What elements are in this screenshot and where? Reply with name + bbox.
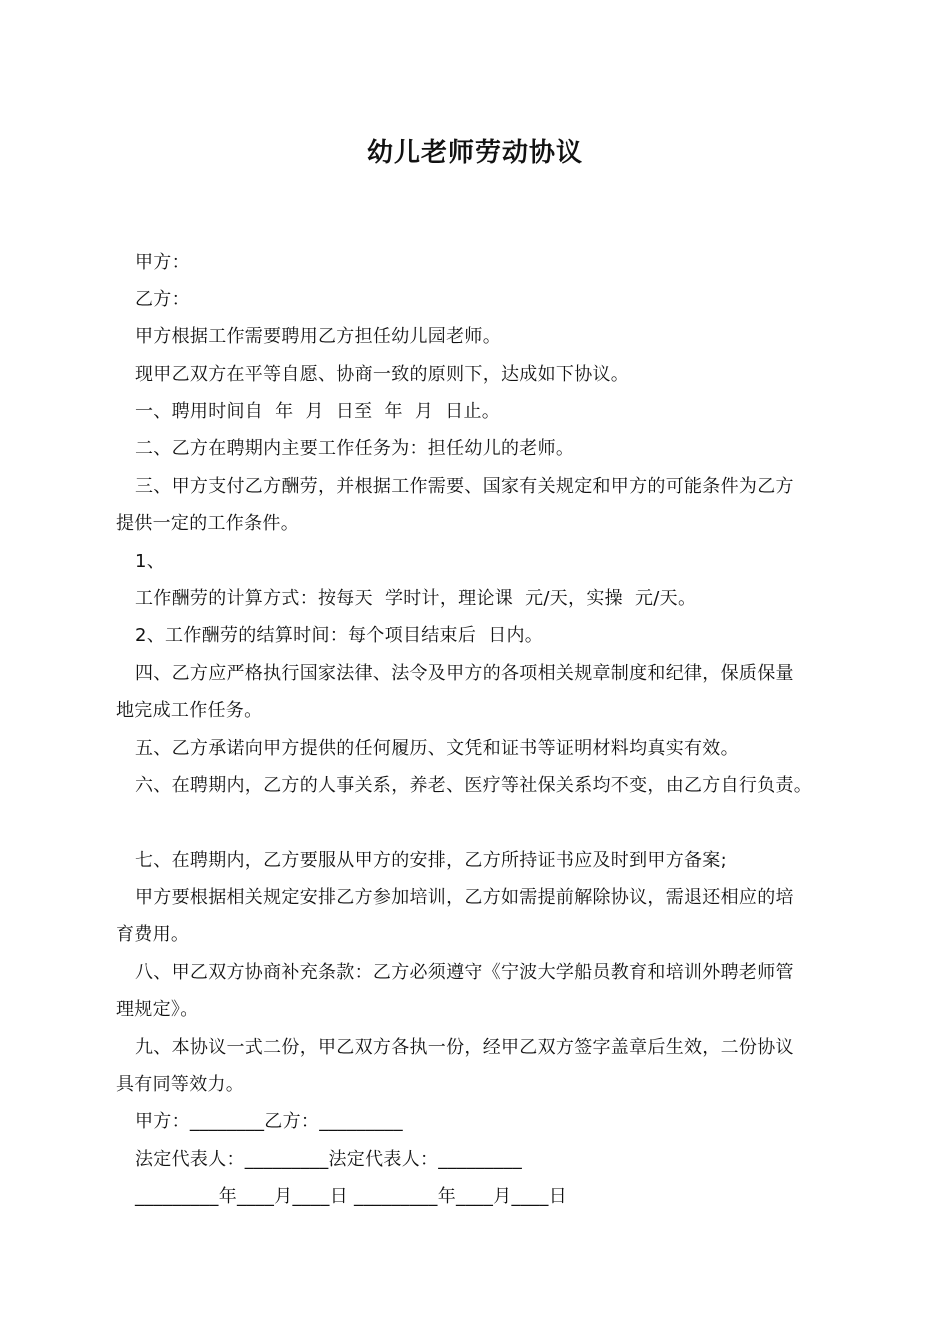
document-title: 幼儿老师劳动协议 [366,138,583,168]
subclause-1-pay-method: 工作酬劳的计算方式：按每天 学时计，理论课 元/天，实操 元/天。 [135,588,697,609]
clause-8-continued: 理规定》。 [116,999,199,1020]
agreement-paragraph: 现甲乙双方在平等自愿、协商一致的原则下，达成如下协议。 [135,364,630,385]
clause-4: 四、乙方应严格执行国家法律、法令及甲方的各项相关规章制度和纪律，保质保量 [135,663,794,684]
intro-paragraph: 甲方根据工作需要聘用乙方担任幼儿园老师。 [135,326,501,347]
clause-2: 二、乙方在聘期内主要工作任务为：担任幼儿的老师。 [135,438,575,459]
clause-7-continued: 育费用。 [116,924,190,945]
party-b-line: 乙方： [135,289,190,310]
clause-4-continued: 地完成工作任务。 [116,700,263,721]
clause-8: 八、甲乙双方协商补充条款：乙方必须遵守《宁波大学船员教育和培训外聘老师管 [135,962,794,983]
signature-parties: 甲方：________乙方：_________ [135,1111,403,1132]
subclause-1-number: 1、 [135,551,166,572]
subclause-2-settlement: 2、工作酬劳的结算时间：每个项目结束后 日内。 [135,625,544,646]
clause-1: 一、聘用时间自 年 月 日至 年 月 日止。 [135,401,501,422]
clause-6: 六、在聘期内，乙方的人事关系，养老、医疗等社保关系均不变，由乙方自行负责。 [135,775,813,796]
clause-9: 九、本协议一式二份，甲乙双方各执一份，经甲乙双方签字盖章后生效，二份协议 [135,1037,794,1058]
clause-9-continued: 具有同等效力。 [116,1074,245,1095]
clause-3-continued: 提供一定的工作条件。 [116,513,299,534]
clause-3: 三、甲方支付乙方酬劳，并根据工作需要、国家有关规定和甲方的可能条件为乙方 [135,476,794,497]
party-a-line: 甲方： [135,252,190,273]
signature-dates: _________年____月____日 _________年____月____日 [135,1186,568,1207]
clause-7: 七、在聘期内，乙方要服从甲方的安排，乙方所持证书应及时到甲方备案; [135,850,727,871]
signature-representatives: 法定代表人：_________法定代表人：_________ [135,1149,522,1170]
clause-5: 五、乙方承诺向甲方提供的任何履历、文凭和证书等证明材料均真实有效。 [135,738,739,759]
clause-7-training: 甲方要根据相关规定安排乙方参加培训，乙方如需提前解除协议，需退还相应的培 [135,887,794,908]
